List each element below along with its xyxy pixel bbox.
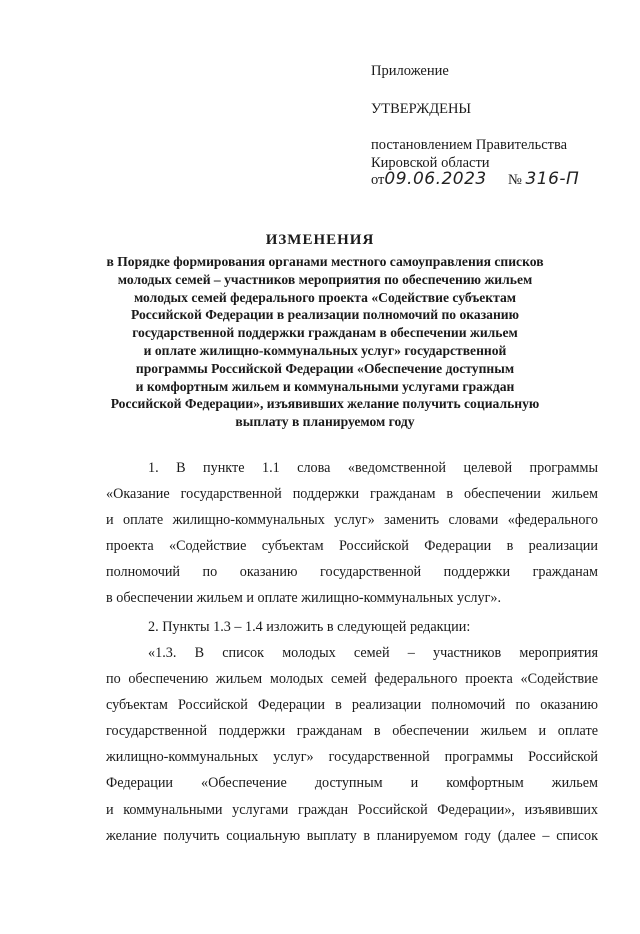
paragraph-line: государственной поддержки гражданам в обеспечении жильем и оплате	[106, 723, 598, 740]
paragraph-line: Федерации «Обеспечение доступным и комфортным жильем	[106, 775, 598, 792]
subtitle-line: Российской Федерации в реализации полномочий по оказанию	[130, 307, 520, 323]
date-prefix: от	[371, 172, 385, 188]
paragraph-line: «Оказание государственной поддержки гражданам в обеспечении жильем	[106, 486, 598, 503]
subtitle-line: программы Российской Федерации «Обеспечение доступным	[135, 360, 515, 376]
paragraph-line: проекта «Содействие субъектам Российской Федерации в реализации	[106, 538, 598, 555]
document-title: ИЗМЕНЕНИЯ	[265, 232, 375, 248]
subtitle-line: выплату в планируемом году	[235, 414, 415, 430]
paragraph-line: и коммунальными услугами граждан Российской Федерации», изъявивших	[106, 801, 598, 818]
number-prefix: №	[508, 172, 522, 188]
subtitle-line: в Порядке формирования органами местного самоуправления списков	[106, 254, 544, 269]
document-subtitle	[90, 253, 560, 431]
paragraph-2	[106, 614, 598, 640]
paragraph-line: и оплате жилищно-коммунальных услуг» заменить словами «федерального	[106, 512, 598, 529]
region-line: Кировской области	[371, 155, 490, 171]
paragraph-1	[106, 455, 598, 612]
subtitle-line: и оплате жилищно-коммунальных услуг» государственной	[143, 342, 507, 358]
handwritten-date: 09.06.2023	[384, 169, 487, 189]
subtitle-line: государственной поддержки гражданам в обеспечении жильем	[132, 325, 518, 341]
paragraph-line: субъектам Российской Федерации в реализации полномочий по оказанию	[106, 697, 598, 714]
paragraph-line: жилищно-коммунальных услуг» государственной программы Российской	[106, 749, 598, 766]
approved-label: УТВЕРЖДЕНЫ	[371, 101, 472, 117]
subtitle-line: молодых семей федерального проекта «Содействие субъектам	[133, 289, 517, 305]
paragraph-1-3	[106, 640, 598, 849]
paragraph-line: 2. Пункты 1.3 – 1.4 изложить в следующей редакции:	[148, 619, 471, 635]
subtitle-line: и комфортным жильем и коммунальными услугами граждан	[135, 378, 515, 394]
subtitle-line: Российской Федерации», изъявивших желание получить социальную	[110, 396, 540, 412]
resolution-line: постановлением Правительства	[371, 137, 568, 153]
date-number-line	[371, 170, 579, 189]
handwritten-number: 316-П	[525, 169, 580, 189]
subtitle-line: молодых семей – участников мероприятия по обеспечению жильем	[117, 271, 533, 287]
paragraph-line: полномочий по оказанию государственной поддержки гражданам	[106, 564, 598, 581]
paragraph-line: по обеспечению жильем молодых семей федерального проекта «Содействие	[106, 671, 598, 688]
paragraph-line: «1.3. В список молодых семей – участников мероприятия	[148, 645, 598, 661]
paragraph-line: желание получить социальную выплату в планируемом году (далее – список	[106, 827, 598, 844]
paragraph-line: в обеспечении жильем и оплате жилищно-коммунальных услуг».	[106, 590, 502, 607]
appendix-label: Приложение	[371, 63, 449, 79]
paragraph-line: 1. В пункте 1.1 слова «ведомственной целевой программы	[148, 460, 598, 476]
